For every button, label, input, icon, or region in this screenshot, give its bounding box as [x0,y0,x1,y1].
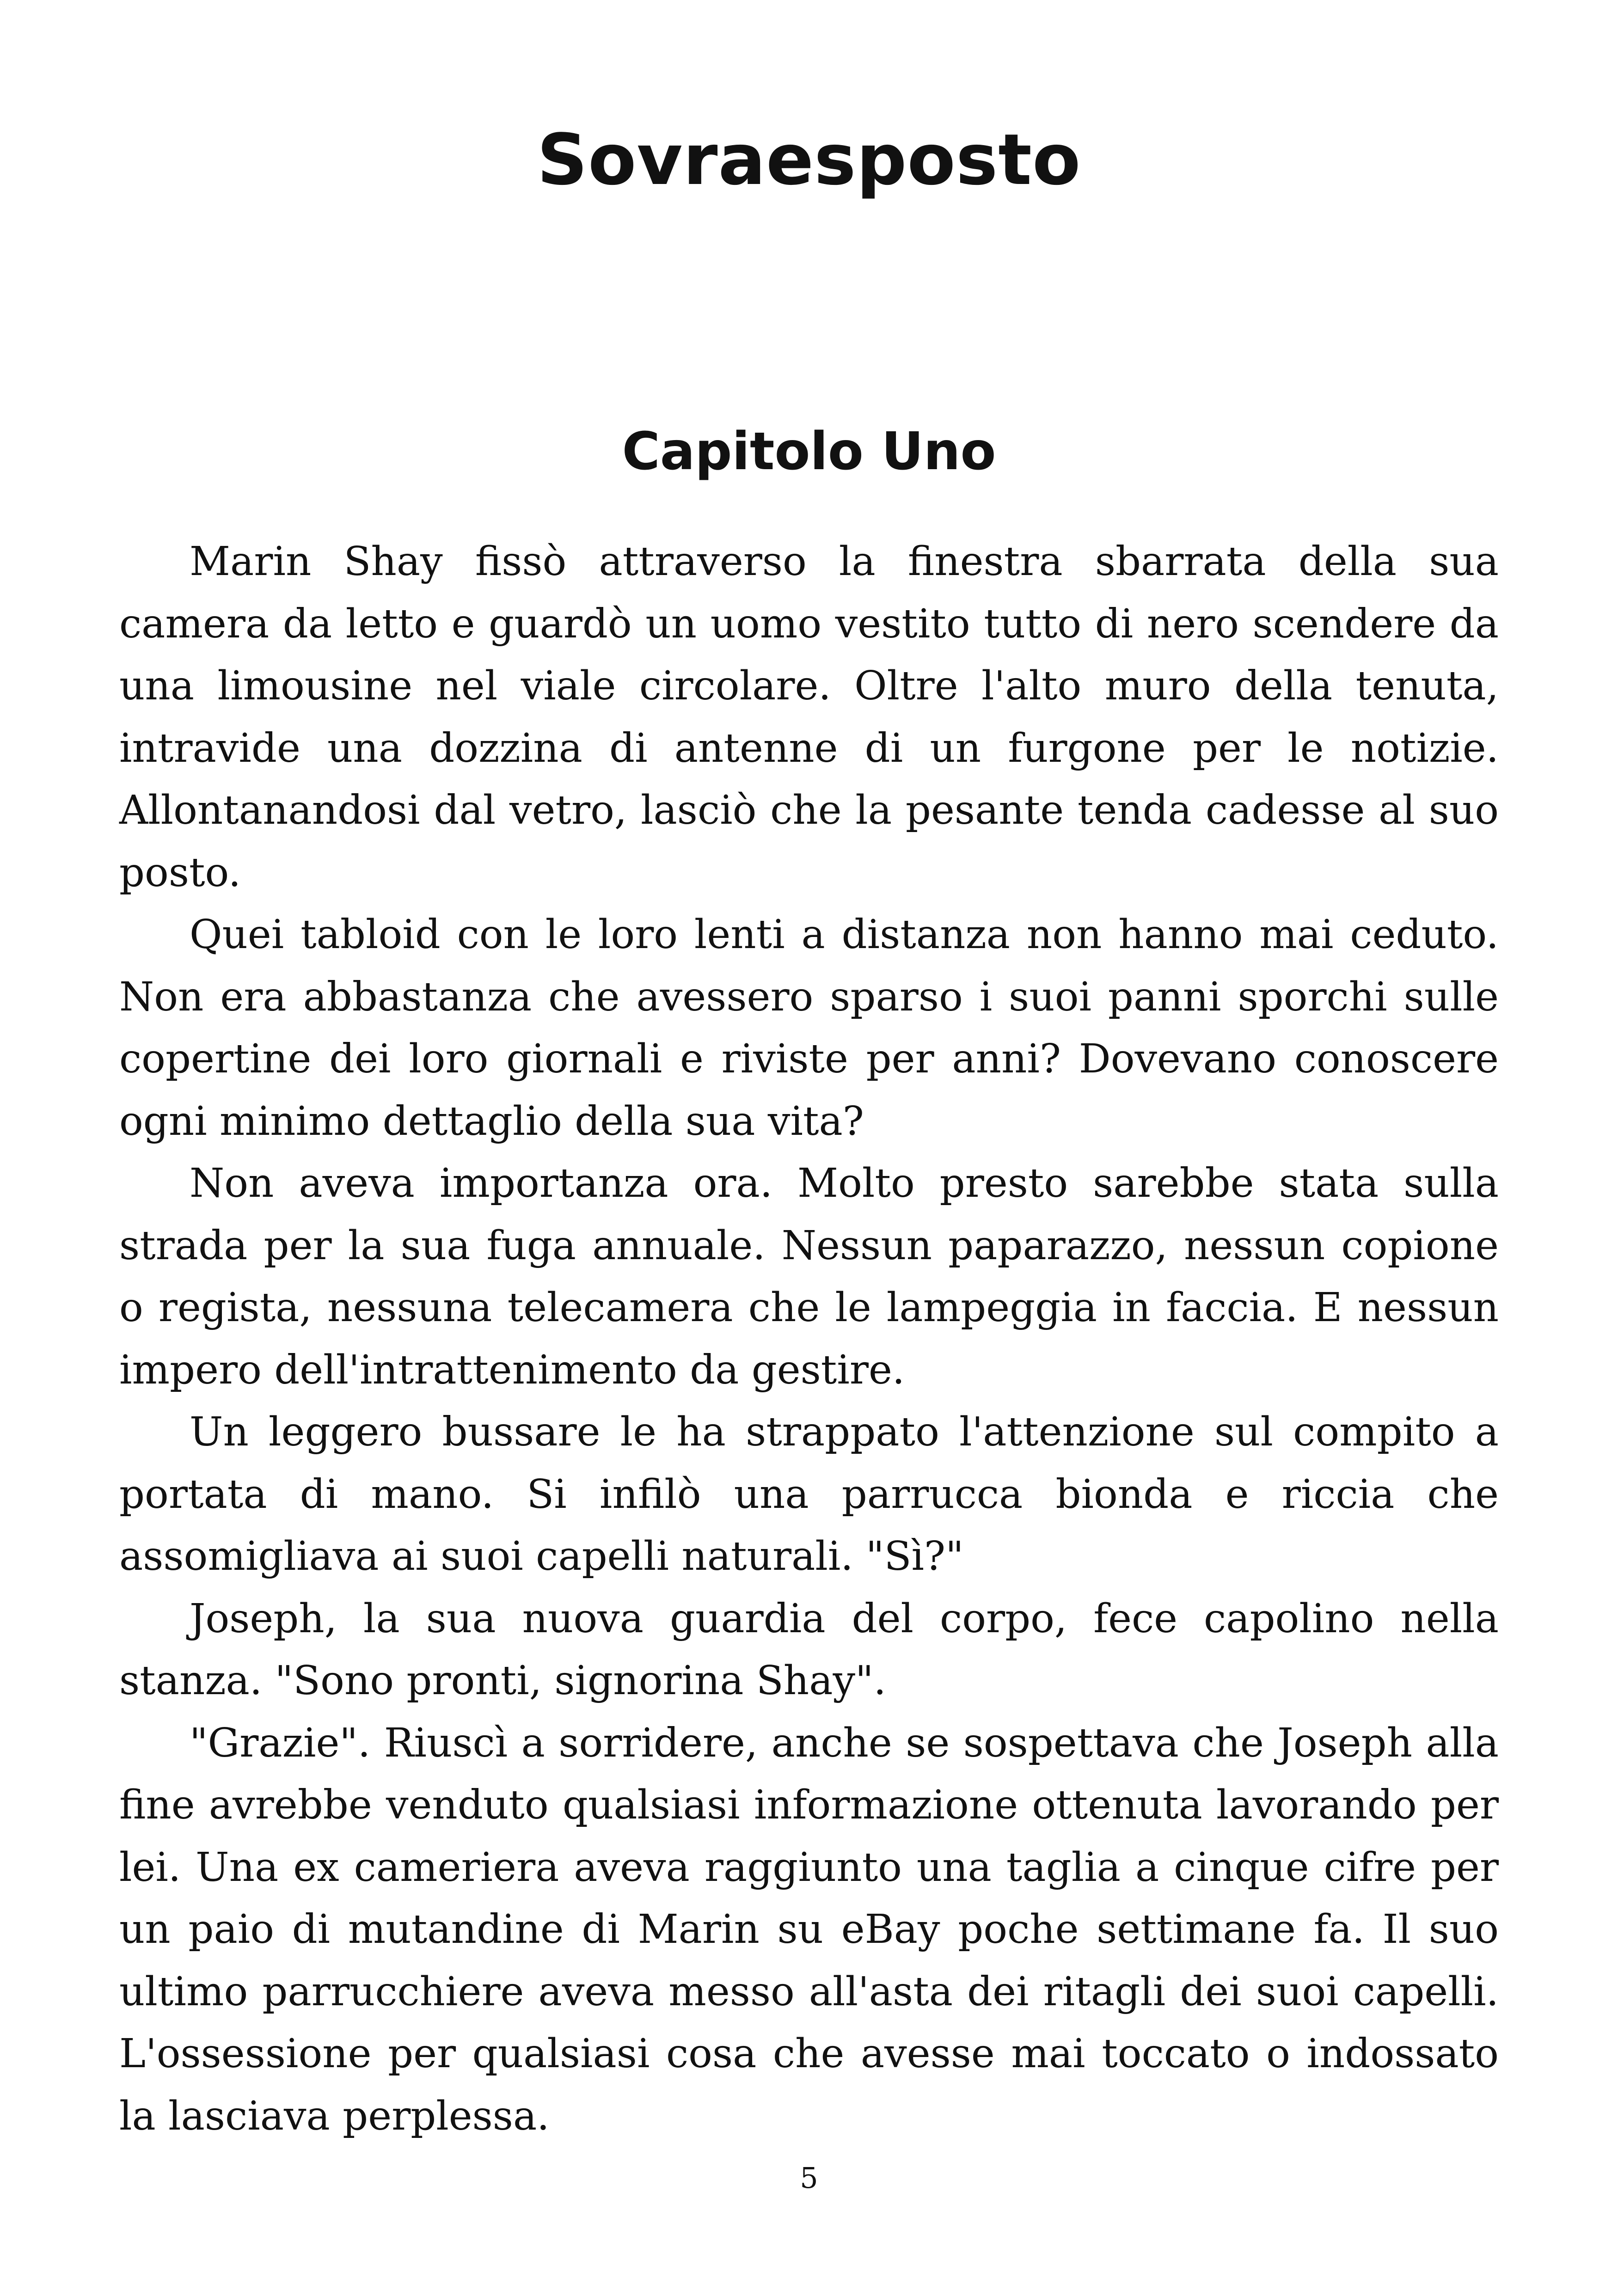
page-number: 5 [800,2161,818,2195]
chapter-body [119,531,1499,2147]
paragraph: Non aveva importanza ora. Molto presto sarebbe stata sulla strada per la sua fuga annuale. Nessun paparazzo, nessun copione o regista, nessuna telecamera che le lampeggia in faccia. E nessun impero dell'intrattenimento da gestire. [119,1160,1499,1393]
paragraph: "Grazie". Riuscì a sorridere, anche se sospettava che Joseph alla fine avrebbe venduto qualsiasi informazione ottenuta lavorando per lei. Una ex cameriera aveva raggiunto una taglia a cinque cifre per un paio di mutandine di Marin su eBay poche settimane fa. Il suo ultimo parrucchiere aveva messo all'asta dei ritagli dei suoi capelli. L'ossessione per qualsiasi cosa che avesse mai toccato o indossato la lasciava perplessa. [119,1720,1499,2139]
paragraph: Joseph, la sua nuova guardia del corpo, fece capolino nella stanza. "Sono pronti, signorina Shay". [119,1595,1499,1704]
paragraph: Marin Shay fissò attraverso la finestra sbarrata della sua camera da letto e guardò un uomo vestito tutto di nero scendere da una limousine nel viale circolare. Oltre l'alto muro della tenuta, intravide una dozzina di antenne di un furgone per le notizie. Allontanandosi dal vetro, lasciò che la pesante tenda cadesse al suo posto. [119,539,1499,896]
paragraph: Quei tabloid con le loro lenti a distanza non hanno mai ceduto. Non era abbastanza che avessero sparso i suoi panni sporchi sulle copertine dei loro giornali e riviste per anni? Dovevano conoscere ogni minimo dettaglio della sua vita? [119,912,1499,1145]
paragraph: Un leggero bussare le ha strappato l'attenzione sul compito a portata di mano. Si infilò una parrucca bionda e riccia che assomigliava ai suoi capelli naturali. "Sì?" [119,1409,1499,1580]
book-title: Sovraesposto [537,119,1081,201]
chapter-title: Capitolo Uno [622,422,996,482]
